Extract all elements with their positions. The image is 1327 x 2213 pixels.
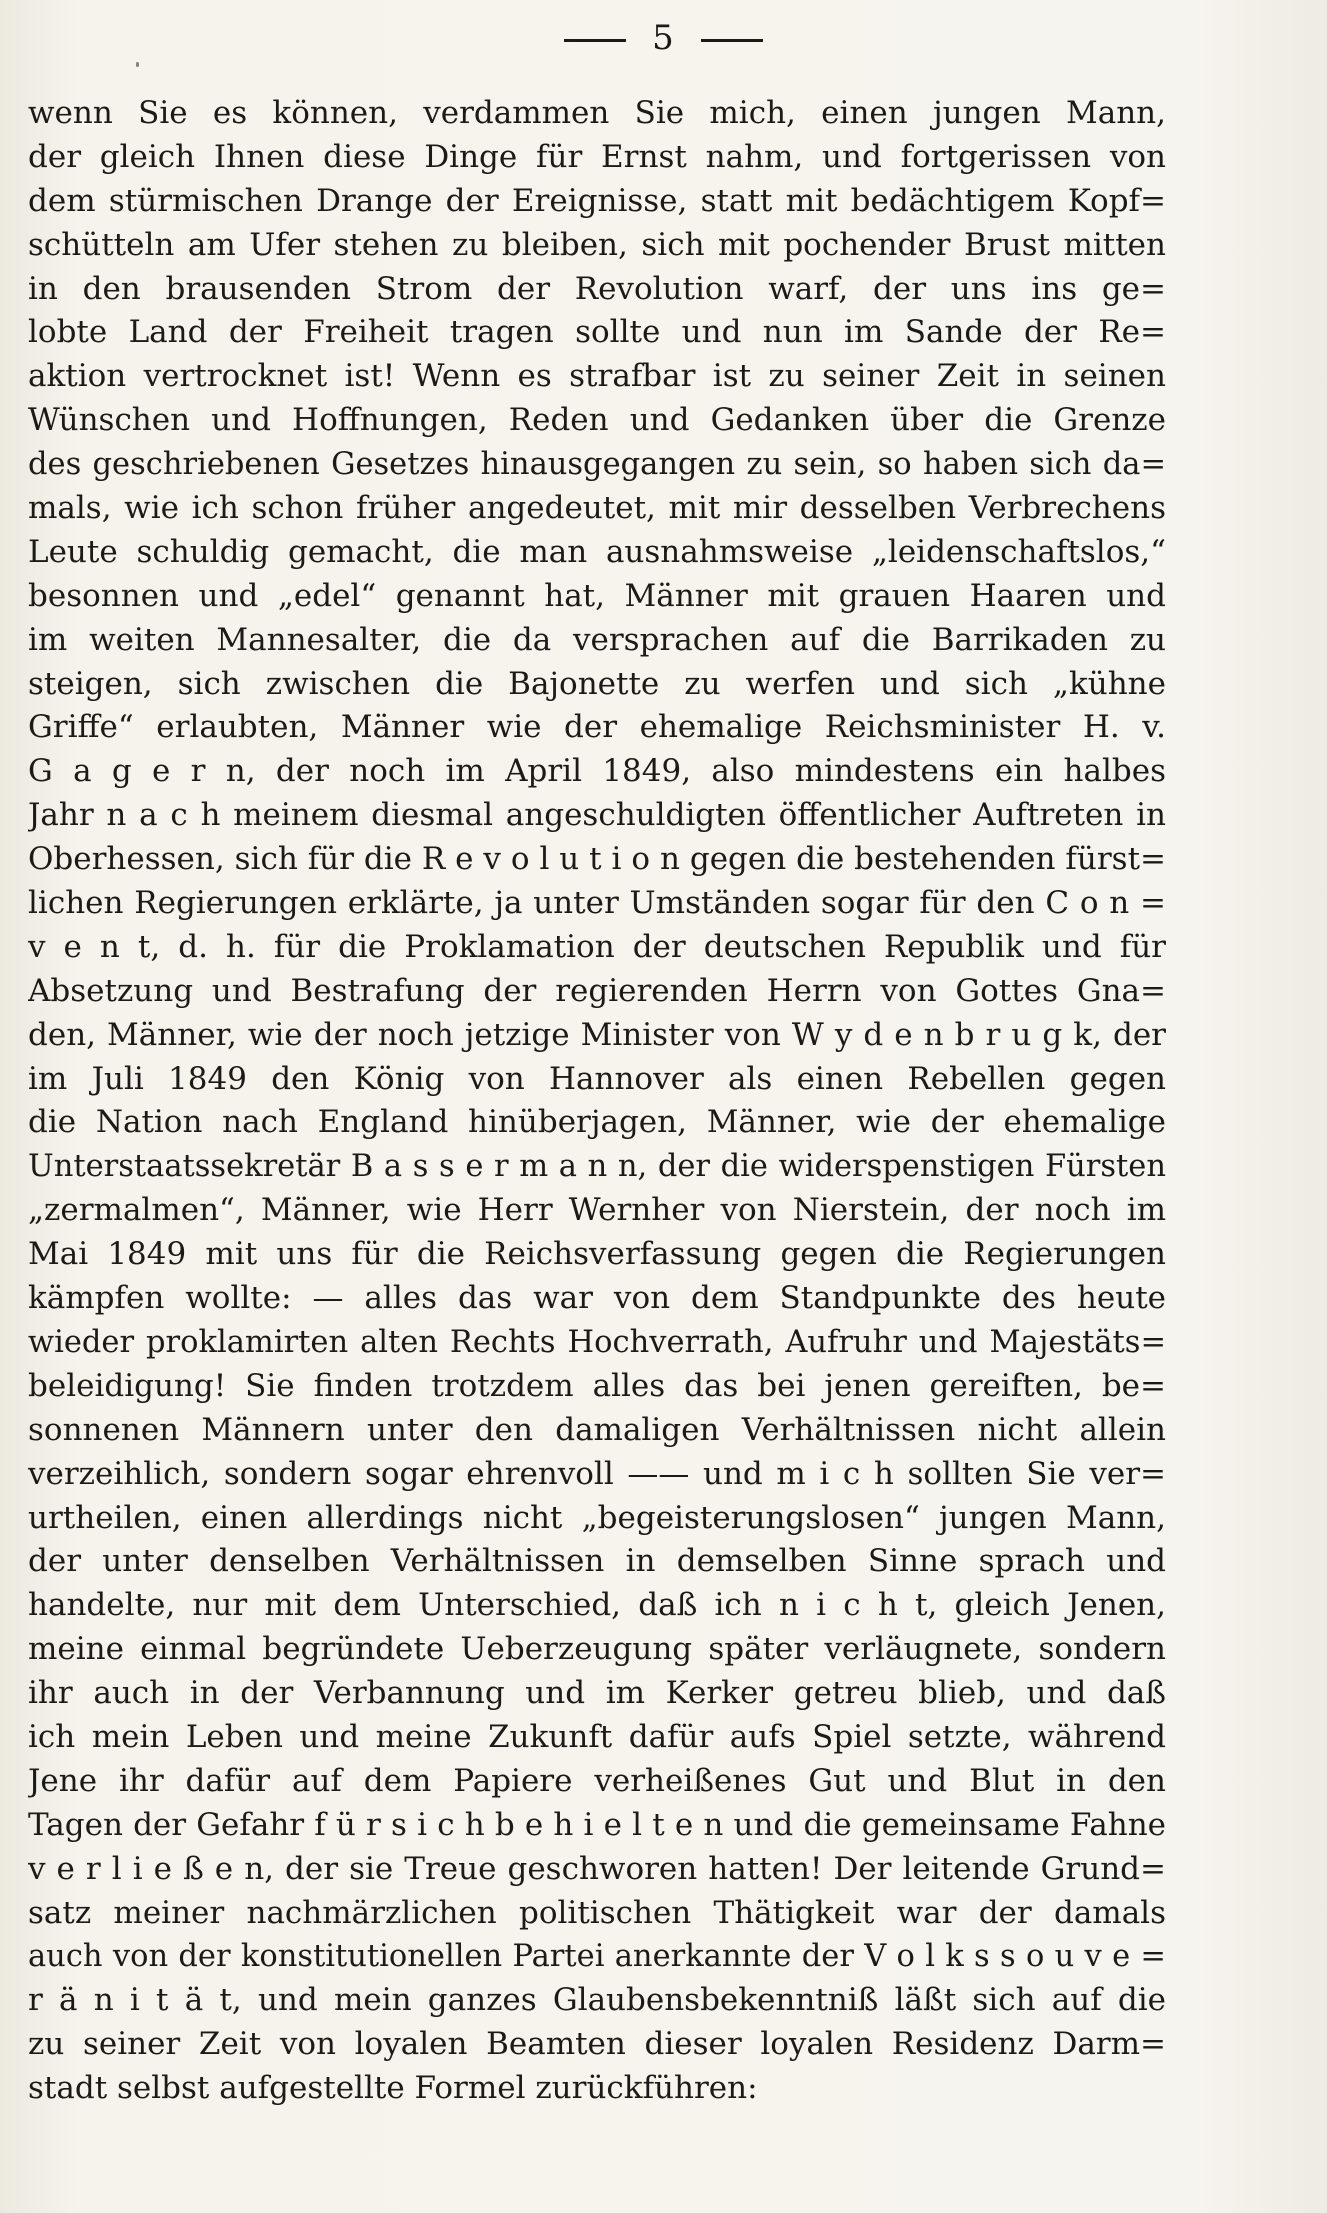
text-line: Wünschen und Hoffnungen, Reden und Gedanken über die Grenze: [28, 402, 1166, 439]
text-line: v e n t, d. h. für die Proklamation der deutschen Republik und für: [28, 928, 1166, 965]
text-line: Unterstaatssekretär B a s s e r m a n n, der die widerspenstigen Fürsten: [28, 1149, 1166, 1185]
text-line: die Nation nach England hinüberjagen, Männer, wie der ehemalige: [28, 1104, 1166, 1141]
header-dash-left: [564, 39, 626, 42]
text-line: Leute schuldig gemacht, die man ausnahmsweise „leidenschaftslos,“: [28, 533, 1166, 570]
text-line: satz meiner nachmärzlichen politischen Thätigkeit war der damals: [28, 1894, 1166, 1931]
text-line: Absetzung und Bestrafung der regierenden Herrn von Gottes Gna=: [28, 972, 1166, 1009]
text-line: den, Männer, wie der noch jetzige Minister von W y d e n b r u g k, der: [28, 1016, 1166, 1053]
text-line: beleidigung! Sie finden trotzdem alles das bei jenen gereiften, be=: [28, 1367, 1166, 1404]
text-line: „zermalmen“, Männer, wie Herr Wernher von Nierstein, der noch im: [28, 1192, 1166, 1229]
body-text: [28, 92, 1166, 2111]
text-line: sonnenen Männern unter den damaligen Verhältnissen nicht allein: [28, 1411, 1166, 1448]
text-line: wieder proklamirten alten Rechts Hochverrath, Aufruhr und Majestäts=: [28, 1324, 1166, 1360]
text-line: wenn Sie es können, verdammen Sie mich, einen jungen Mann,: [28, 95, 1166, 131]
text-line: meine einmal begründete Ueberzeugung später verläugnete, sondern: [28, 1631, 1166, 1668]
text-line: kämpfen wollte: — alles das war von dem Standpunkte des heute: [28, 1280, 1166, 1317]
text-line: Mai 1849 mit uns für die Reichsverfassung gegen die Regierungen: [28, 1236, 1166, 1273]
text-line: lichen Regierungen erklärte, ja unter Umständen sogar für den C o n =: [28, 885, 1166, 922]
text-line: der gleich Ihnen diese Dinge für Ernst nahm, und fortgerissen von: [28, 138, 1166, 175]
text-line: G a g e r n, der noch im April 1849, also mindestens ein halbes: [28, 753, 1166, 790]
text-line: mals, wie ich schon früher angedeutet, mit mir desselben Verbrechens: [28, 490, 1166, 527]
text-line: der unter denselben Verhältnissen in demselben Sinne sprach und: [28, 1543, 1166, 1580]
text-line: im Juli 1849 den König von Hannover als einen Rebellen gegen: [28, 1060, 1166, 1097]
print-speck: [136, 62, 139, 67]
text-line: zu seiner Zeit von loyalen Beamten dieser loyalen Residenz Darm=: [28, 2026, 1166, 2063]
text-line: besonnen und „edel“ genannt hat, Männer mit grauen Haaren und: [28, 577, 1166, 614]
text-line: v e r l i e ß e n, der sie Treue geschworen hatten! Der leitende Grund=: [28, 1850, 1166, 1887]
text-line: lobte Land der Freiheit tragen sollte und nun im Sande der Re=: [28, 314, 1166, 351]
text-line: schütteln am Ufer stehen zu bleiben, sich mit pochender Brust mitten: [28, 226, 1166, 263]
text-line: in den brausenden Strom der Revolution warf, der uns ins ge=: [28, 270, 1166, 307]
text-line: aktion vertrocknet ist! Wenn es strafbar ist zu seiner Zeit in seinen: [28, 358, 1166, 395]
page-header: [0, 14, 1327, 62]
text-line: Oberhessen, sich für die R e v o l u t i o n gegen die bestehenden fürst=: [28, 841, 1166, 878]
text-line: handelte, nur mit dem Unterschied, daß ich n i c h t, gleich Jenen,: [28, 1587, 1166, 1624]
text-line: r ä n i t ä t, und mein ganzes Glaubensbekenntniß läßt sich auf die: [28, 1982, 1166, 2019]
text-line: dem stürmischen Drange der Ereignisse, statt mit bedächtigem Kopf=: [28, 182, 1166, 219]
text-line: ihr auch in der Verbannung und im Kerker getreu blieb, und daß: [28, 1675, 1166, 1712]
text-line: Tagen der Gefahr f ü r s i c h b e h i e l t e n und die gemeinsame Fahne: [28, 1806, 1166, 1843]
text-line: auch von der konstitutionellen Partei anerkannte der V o l k s s o u v e =: [28, 1939, 1166, 1975]
text-line: Griffe“ erlaubten, Männer wie der ehemalige Reichsminister H. v.: [28, 709, 1166, 746]
text-line: urtheilen, einen allerdings nicht „begeisterungslosen“ jungen Mann,: [28, 1499, 1166, 1536]
text-line: ich mein Leben und meine Zukunft dafür aufs Spiel setzte, während: [28, 1718, 1166, 1755]
header-dash-right: [701, 39, 763, 42]
text-line: des geschriebenen Gesetzes hinausgegangen zu sein, so haben sich da=: [28, 447, 1166, 483]
text-line: stadt selbst aufgestellte Formel zurückführen:: [28, 2070, 758, 2107]
text-line: verzeihlich, sondern sogar ehrenvoll —— und m i c h sollten Sie ver=: [28, 1455, 1166, 1492]
text-line: steigen, sich zwischen die Bajonette zu werfen und sich „kühne: [28, 665, 1166, 702]
text-line: im weiten Mannesalter, die da versprachen auf die Barrikaden zu: [28, 621, 1166, 658]
page-number: 5: [652, 18, 675, 58]
text-line: Jene ihr dafür auf dem Papiere verheißenes Gut und Blut in den: [28, 1762, 1166, 1799]
text-line: Jahr n a c h meinem diesmal angeschuldigten öffentlicher Auftreten in: [28, 797, 1166, 834]
